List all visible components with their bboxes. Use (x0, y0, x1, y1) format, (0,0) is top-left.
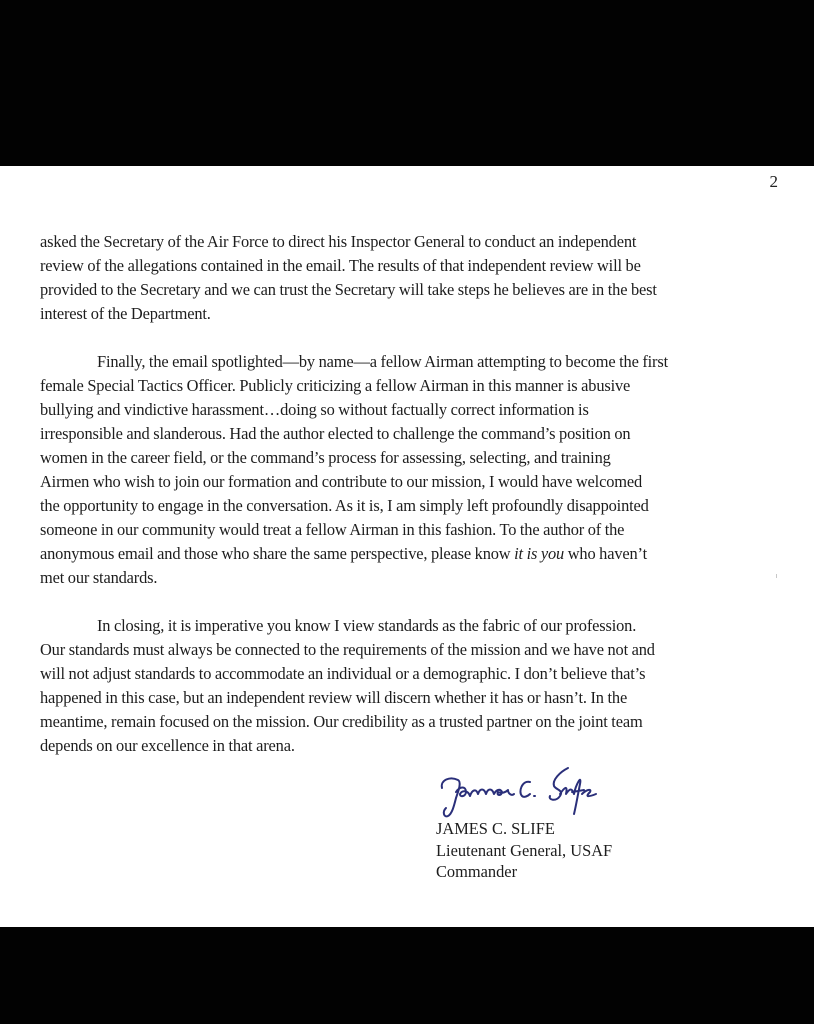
signature-stroke (456, 788, 514, 797)
text-line: Airmen who wish to join our formation and contribute to our mission, I would have welcomed (40, 472, 643, 491)
text-line: female Special Tactics Officer. Publicly criticizing a fellow Airman in this manner is abusive (40, 376, 631, 395)
text-line: review of the allegations contained in the email. The results of that independent review will be (40, 256, 641, 275)
text-fragment: anonymous email and those who share the same perspective, please know (40, 544, 515, 563)
text-line: Finally, the email spotlighted—by name—a fellow Airman attempting to become the first (97, 352, 668, 371)
emphasized-text: it is you (514, 544, 565, 563)
text-line: meantime, remain focused on the mission. Our credibility as a trusted partner on the joint team (40, 712, 643, 731)
signature-stroke (520, 782, 530, 797)
signature-stroke (442, 778, 460, 816)
text-line: depends on our excellence in that arena. (40, 736, 295, 755)
text-line: women in the career field, or the command’s process for assessing, selecting, and training (40, 448, 611, 467)
text-line: someone in our community would treat a fellow Airman in this fashion. To the author of the (40, 520, 625, 539)
paragraph-closing (40, 614, 790, 758)
text-line: asked the Secretary of the Air Force to direct his Inspector General to conduct an independent (40, 232, 637, 251)
handwritten-signature (436, 764, 616, 822)
signatory-name: JAMES C. SLIFE (436, 819, 555, 838)
letterbox-top (0, 0, 814, 166)
text-line: the opportunity to engage in the conversation. As it is, I am simply left profoundly disappointed (40, 496, 649, 515)
scan-artifact (776, 574, 777, 578)
text-line: met our standards. (40, 568, 158, 587)
letter-body (40, 230, 790, 782)
text-line: irresponsible and slanderous. Had the author elected to challenge the command’s position on (40, 424, 631, 443)
text-line: bullying and vindictive harassment…doing so without factually correct information is (40, 400, 589, 419)
text-line (40, 542, 790, 566)
text-line: interest of the Department. (40, 304, 211, 323)
letterbox-bottom (0, 927, 814, 1024)
text-line: In closing, it is imperative you know I view standards as the fabric of our profession. (97, 616, 637, 635)
text-line: will not adjust standards to accommodate an individual or a demographic. I don’t believe that’s (40, 664, 646, 683)
page-number: 2 (769, 172, 778, 191)
letter-page (0, 166, 814, 927)
signatory-title: Commander (436, 862, 518, 881)
text-line: Our standards must always be connected to the requirements of the mission and we have not and (40, 640, 655, 659)
paragraph-ig-review (40, 230, 790, 326)
signature-stroke (560, 780, 596, 814)
paragraph-spotlighted-airman (40, 350, 790, 590)
text-fragment: who haven’t (564, 544, 647, 563)
text-line: provided to the Secretary and we can trust the Secretary will take steps he believes are in the best (40, 280, 657, 299)
signature-stroke (550, 768, 568, 800)
signature-block (436, 764, 736, 883)
signatory-rank: Lieutenant General, USAF (436, 840, 613, 860)
text-line: happened in this case, but an independent review will discern whether it has or hasn’t. In the (40, 688, 628, 707)
